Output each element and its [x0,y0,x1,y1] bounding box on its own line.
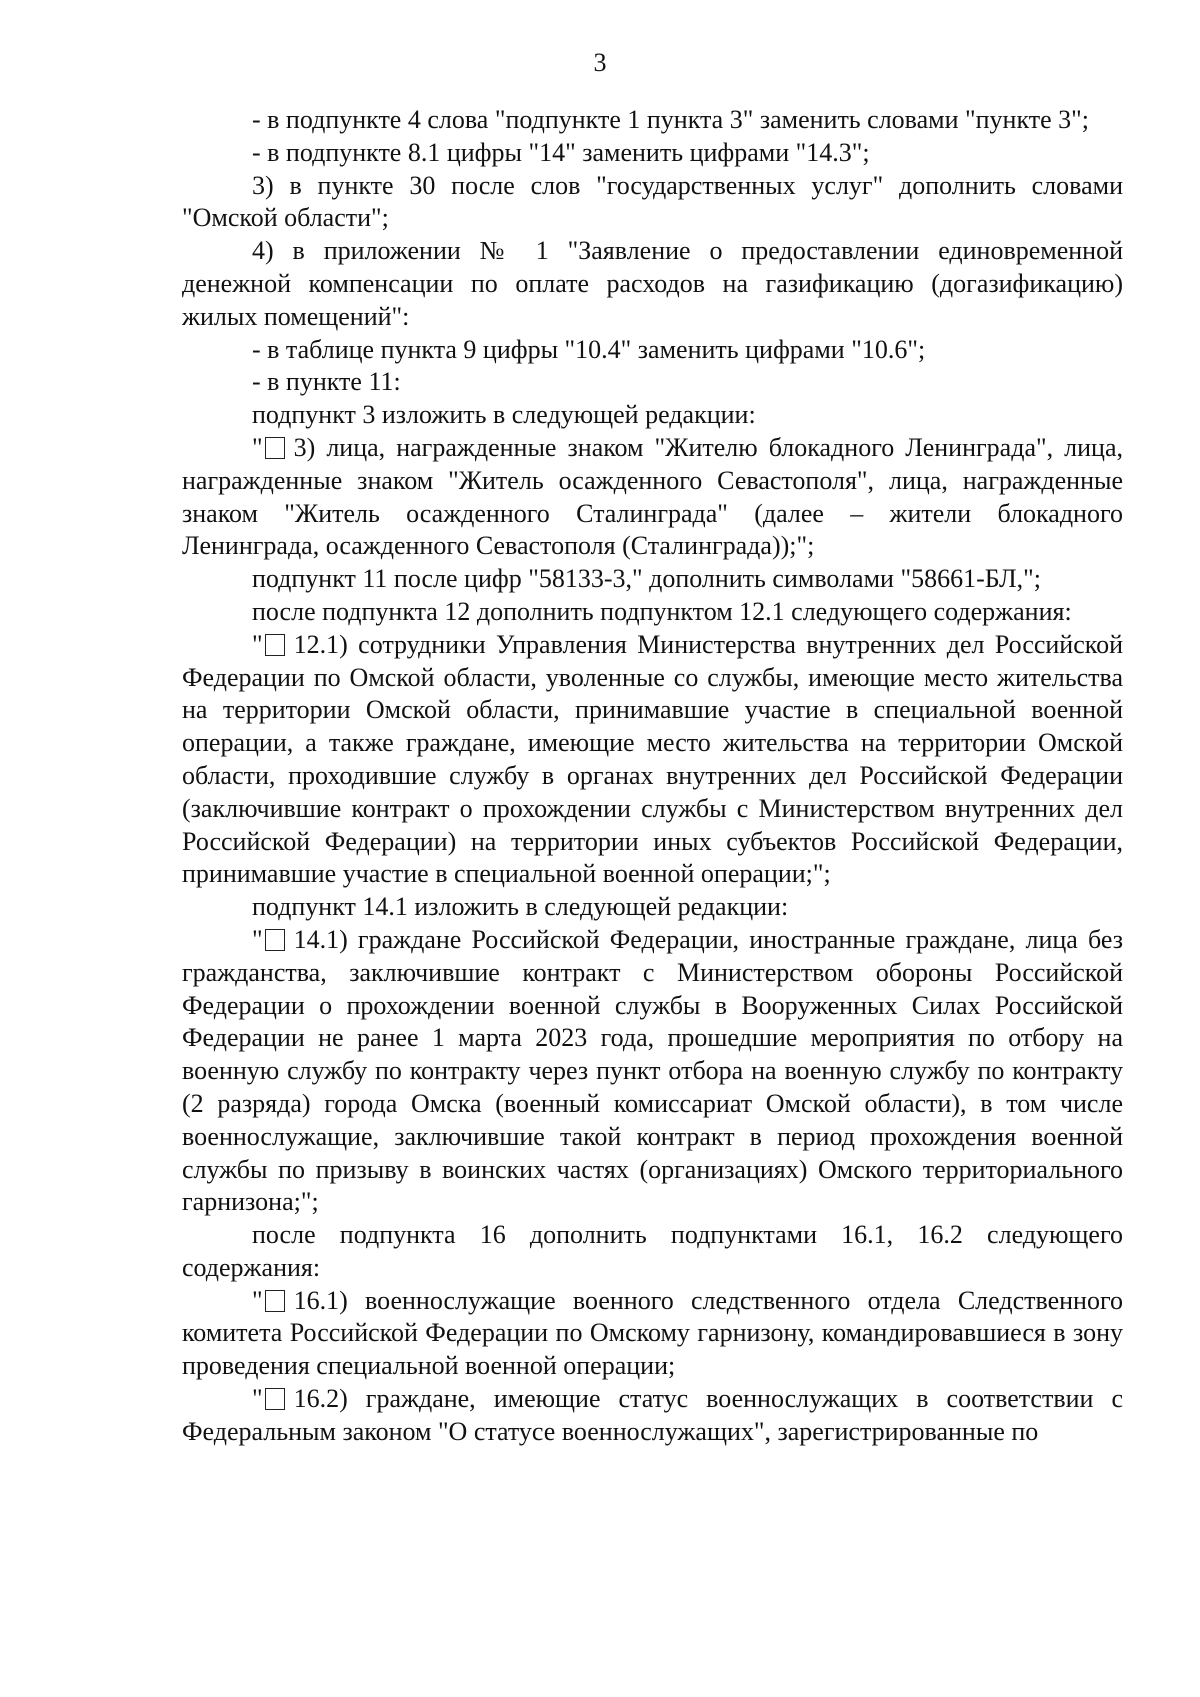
paragraph-text: 14.1) граждане Российской Федерации, иностранные граждане, лица без гражданства, заключившие контракт с Министерством обороны Российской Федерации о прохождении военной службы в Вооруженных Силах Российской Федерации не ранее 1 марта 2023 года, прошедшие мероприятия по отбору на военную службу по контракту через пункт отбора на военную службу по контракту (2 разряда) города Омска (военный комиссариат Омской области), в том числе военнослужащие, заключившие такой контракт в период прохождения военной службы по призыву в воинских частях (организациях) Омского территориального гарнизона;"; [182,924,1123,1217]
paragraph-text: после подпункта 12 дополнить подпунктом 12.1 следующего содержания: [252,596,1072,626]
paragraph-text: - в подпункте 4 слова "подпункте 1 пункта 3" заменить словами "пункте 3"; [252,105,1089,134]
paragraph-text: - в таблице пункта 9 цифры "10.4" заменить цифрами "10.6"; [252,334,926,364]
paragraph-text: 3) в пункте 30 после слов "государственных услуг" дополнить словами "Омской области"; [182,170,1123,233]
amendment-paragraph [182,891,1123,924]
amendment-paragraph [182,235,1123,333]
checkbox-icon [265,634,285,656]
paragraph-text: 16.2) граждане, имеющие статус военнослужащих в соответствии с Федеральным законом "О статусе военнослужащих", зарегистрированные по [182,1384,1123,1446]
paragraph-text: подпункт 3 изложить в следующей редакции: [252,400,756,430]
paragraph-text: 4) в приложении № 1 "Заявление о предоставлении единовременной денежной компенсации по оплате расходов на газификацию (догазификацию) жилых помещений": [182,236,1123,331]
opening-quote: " [252,629,263,659]
amendment-paragraph [182,137,1123,170]
paragraph-text: подпункт 11 после цифр "58133-3," дополнить символами "58661-БЛ,"; [252,564,1041,594]
opening-quote: " [252,432,263,462]
checkbox-icon [265,1290,285,1312]
amendment-paragraph [182,399,1123,432]
quoted-subparagraph [182,629,1123,891]
paragraph-text: - в пункте 11: [252,367,401,397]
paragraph-text: после подпункта 16 дополнить подпунктами 16.1, 16.2 следующего содержания: [182,1220,1123,1282]
document-body [182,104,1123,1449]
amendment-paragraph [182,563,1123,596]
paragraph-text: - в подпункте 8.1 цифры "14" заменить цифрами "14.3"; [252,137,870,167]
checkbox-icon [265,437,285,459]
quoted-subparagraph [182,432,1123,563]
paragraph-text: 3) лица, награжденные знаком "Жителю блокадного Ленинграда", лица, награжденные знаком "Житель осажденного Севастополя", лица, награжденные знаком "Житель осажденного Сталинграда" (далее – жители блокадного Ленинграда, осажденного Севастополя (Сталинграда));"; [182,432,1123,561]
quoted-subparagraph [182,1383,1123,1449]
amendment-paragraph [182,104,1123,137]
opening-quote: " [252,1384,263,1414]
quoted-subparagraph [182,1285,1123,1383]
paragraph-text: 12.1) сотрудники Управления Министерства внутренних дел Российской Федерации по Омской области, уволенные со службы, имеющие место жительства на территории Омской области, принимавшие участие в специальной военной операции, а также граждане, имеющие место жительства на территории Омской области, проходившие службу в органах внутренних дел Российской Федерации (заключившие контракт о прохождении службы с Министерством внутренних дел Российской Федерации) на территории иных субъектов Российской Федерации, принимавшие участие в специальной военной операции;"; [182,629,1123,889]
paragraph-text: подпункт 14.1 изложить в следующей редакции: [252,892,789,922]
page-number: 3 [593,48,607,77]
quoted-subparagraph [182,924,1123,1219]
opening-quote: " [252,924,263,954]
amendment-paragraph [182,1219,1123,1285]
amendment-paragraph [182,170,1123,236]
checkbox-icon [265,929,285,951]
checkbox-icon [265,1388,285,1410]
paragraph-text: 16.1) военнослужащие военного следственного отдела Следственного комитета Российской Федерации по Омскому гарнизону, командировавшиеся в зону проведения специальной военной операции; [182,1285,1123,1381]
amendment-paragraph [182,366,1123,399]
amendment-paragraph [182,334,1123,367]
amendment-paragraph [182,596,1123,629]
opening-quote: " [252,1285,263,1315]
